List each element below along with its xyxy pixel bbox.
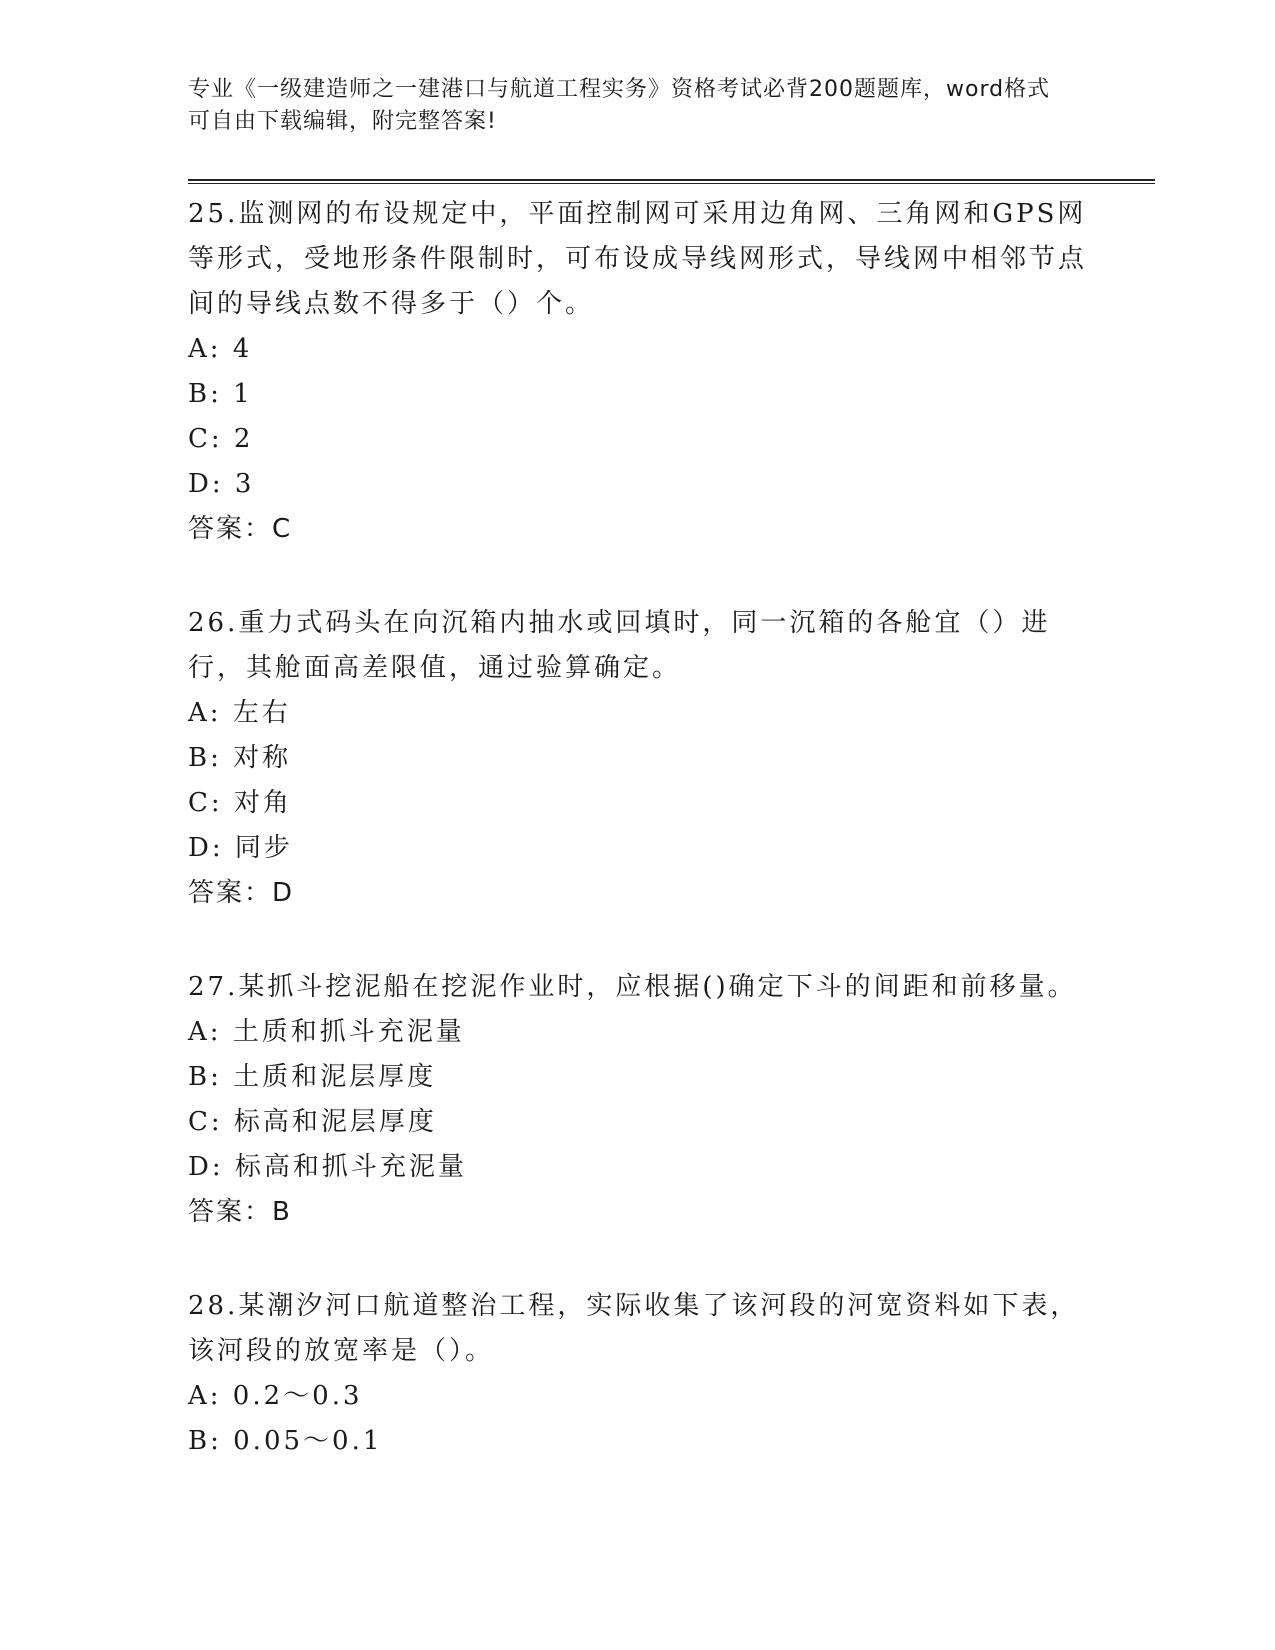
option-a: A: 左右: [188, 698, 291, 728]
option-a: A: 0.2～0.3: [188, 1381, 363, 1411]
question-27: [188, 965, 1088, 1235]
question-stem: 28.某潮汐河口航道整治工程，实际收集了该河段的河宽资料如下表，该河段的放宽率是（）。: [188, 1291, 1080, 1366]
option-b: B: 土质和泥层厚度: [188, 1062, 437, 1092]
answer-line: 答案：C: [188, 514, 293, 544]
option-c: C: 2: [188, 424, 254, 454]
question-28: [188, 1284, 1088, 1464]
option-c: C: 对角: [188, 788, 292, 818]
option-b: B: 1: [188, 379, 253, 409]
question-list: [188, 192, 1088, 1513]
question-stem: 27.某抓斗挖泥船在挖泥作业时，应根据()确定下斗的间距和前移量。: [188, 972, 1077, 1002]
header-divider-thin: [188, 183, 1155, 184]
option-b: B: 对称: [188, 743, 292, 773]
answer-line: 答案：D: [188, 878, 295, 908]
option-c: C: 标高和泥层厚度: [188, 1107, 437, 1137]
question-stem: 25.监测网的布设规定中，平面控制网可采用边角网、三角网和GPS网等形式，受地形条件限制时，可布设成导线网形式，导线网中相邻节点间的导线点数不得多于（）个。: [188, 199, 1088, 319]
option-d: D: 3: [188, 469, 255, 499]
answer-line: 答案：B: [188, 1197, 292, 1227]
document-header: 专业《一级建造师之一建港口与航道工程实务》资格考试必背200题题库，word格式可自由下载编辑，附完整答案!: [188, 77, 1051, 134]
option-b: B: 0.05～0.1: [188, 1426, 383, 1456]
question-stem: 26.重力式码头在向沉箱内抽水或回填时，同一沉箱的各舱宜（）进行，其舱面高差限值，通过验算确定。: [188, 608, 1051, 683]
option-d: D: 同步: [188, 833, 293, 863]
question-25: [188, 192, 1088, 552]
question-26: [188, 601, 1088, 916]
option-a: A: 土质和抓斗充泥量: [188, 1017, 465, 1047]
option-a: A: 4: [188, 334, 253, 364]
option-d: D: 标高和抓斗充泥量: [188, 1152, 467, 1182]
header-divider-thick: [188, 179, 1155, 181]
